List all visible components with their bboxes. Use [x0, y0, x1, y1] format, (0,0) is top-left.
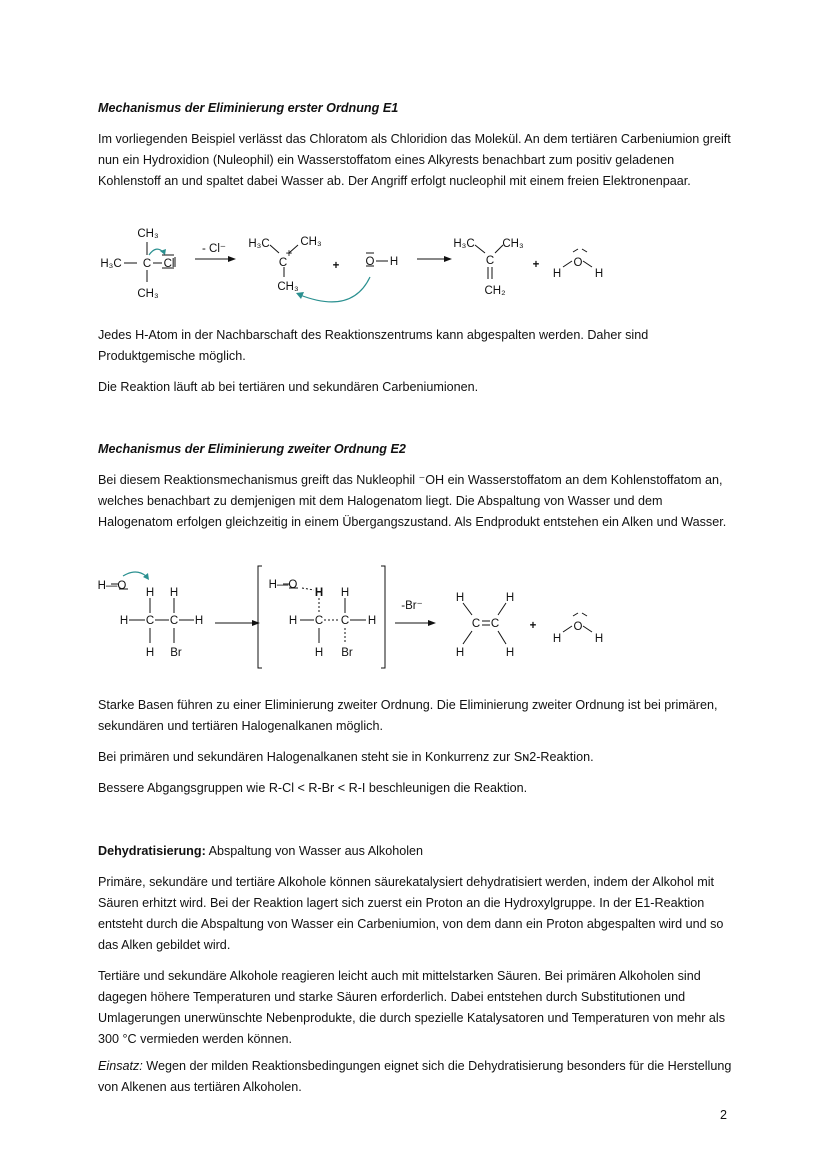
e2-label: H—O — [268, 579, 298, 591]
e2-reaction-scheme — [90, 560, 740, 677]
e2-label: H — [314, 647, 324, 659]
e2-label: + — [529, 620, 537, 632]
e2-para-1: Starke Basen führen zu einer Eliminierung zweiter Ordnung. Die Eliminierung zweiter Ordnung ist bei primären, sekundären und tertiären Halogenalkanen möglich. — [98, 698, 718, 733]
e1-label: O — [573, 257, 583, 269]
e1-label: CH₂ — [484, 285, 506, 297]
e1-label: + — [532, 259, 540, 271]
reaction-arrows — [195, 256, 452, 262]
e1-label: + — [285, 248, 293, 260]
e2-label: H — [145, 587, 155, 599]
e2-label: H — [455, 592, 465, 604]
e2-label: H—O — [97, 580, 127, 592]
e2-label: H — [505, 592, 515, 604]
e2-label: Br — [170, 647, 182, 659]
e1-label: O — [365, 256, 375, 268]
e1-label: H₃C — [453, 238, 475, 250]
e1-label: Cl — [163, 258, 175, 270]
page-number: 2 — [720, 1108, 728, 1122]
dehydration-para-1: Primäre, sekundäre und tertiäre Alkohole können säurekatalysiert dehydratisiert werden, indem der Alkohol mit Säuren erhitzt wird. Bei der Reaktion lagert sich zuerst ein Proton an die Hydroxylgruppe. In der E1-Reaktion entsteht durch die Abspaltung von Wasser ein Carbeniumion, von dem dann ein Proton abgespalten wird und so das Alken gebildet wird. — [98, 875, 724, 952]
e1-label: - Cl⁻ — [202, 243, 226, 255]
e2-label: Br — [341, 647, 353, 659]
dehydration-subtitle: Abspaltung von Wasser aus Alkoholen — [205, 844, 424, 858]
e1-label: H₃C — [248, 238, 270, 250]
dehydration-para-2: Tertiäre und sekundäre Alkohole reagieren leicht auch mit mittelstarken Säuren. Bei primären Alkoholen sind dagegen höhere Temperaturen und starke Säuren erforderlich. Dabei entstehen durch Substitutionen und Umlagerungen unerwünschte Nebenprodukte, die durch spezielle Katalysatoren und Temperaturen von mehr als 300 °C vermieden werden können. — [98, 969, 726, 1046]
e2-label: H — [340, 587, 350, 599]
e1-label: C — [278, 257, 288, 269]
e1-intro: Im vorliegenden Beispiel verlässt das Chloratom als Chloridion das Molekül. An dem tertiären Carbeniumion greift nun ein Hydroxidion (Nuleophil) ein Wasserstoffatom eines Alkyrests benachbart zum positiv geladenen Kohlenstoff an und spaltet dabei Wasser ab. Der Angriff erfolgt nucleophil mit einem freien Elektronenpaar. — [98, 132, 731, 188]
curved-arrows — [149, 249, 370, 302]
e2-label: H — [145, 647, 155, 659]
e1-label: C — [142, 258, 152, 270]
e2-label: C — [169, 615, 179, 627]
e2-label: C — [490, 618, 500, 630]
e1-label: CH₃ — [300, 236, 322, 248]
e2-label: H — [119, 615, 129, 627]
e2-label: C — [314, 615, 324, 627]
e2-label: H — [455, 647, 465, 659]
e2-label: C — [145, 615, 155, 627]
e2-label: H — [505, 647, 515, 659]
e1-label: + — [332, 260, 340, 272]
e1-title: Mechanismus der Eliminierung erster Ordnung E1 — [98, 101, 399, 115]
e1-label: CH₃ — [137, 228, 159, 240]
e2-intro: Bei diesem Reaktionsmechanismus greift das Nukleophil ⁻OH ein Wasserstoffatom an dem Kohlenstoffatom an, welches benachbart zu demjenigen mit dem Halogenatom liegt. Die Abspaltung von Wasser und dem Halogenatom erfolgen gleichzeitig in einem Übergangszustand. Als Endprodukt entstehen ein Alken und Wasser. — [98, 473, 727, 529]
e1-para-1: Jedes H-Atom in der Nachbarschaft des Reaktionszentrums kann abgespalten werden. Daher sind Produktgemische möglich. — [98, 328, 649, 363]
e1-para-2: Die Reaktion läuft ab bei tertiären und sekundären Carbeniumionen. — [98, 380, 479, 394]
e2-para-3: Bessere Abgangsgruppen wie R-Cl < R-Br < R-I beschleunigen die Reaktion. — [98, 781, 528, 795]
e2-label: H — [314, 587, 324, 599]
e2-para-2: Bei primären und sekundären Halogenalkanen steht sie in Konkurrenz zur Sɴ2-Reaktion. — [98, 750, 594, 764]
e2-label: H — [367, 615, 377, 627]
einsatz-label: Einsatz: — [98, 1059, 143, 1073]
e2-label: H — [552, 633, 562, 645]
dehydration-title: Dehydratisierung: — [98, 844, 206, 858]
curved-arrow — [123, 572, 149, 580]
e1-label: H — [594, 268, 604, 280]
dehydration-heading — [98, 841, 738, 862]
e1-label: H₃C — [100, 258, 122, 270]
einsatz-para — [98, 1056, 738, 1098]
e2-label: H — [288, 615, 298, 627]
e1-reaction-scheme — [90, 215, 740, 320]
e2-label: H — [169, 587, 179, 599]
e1-label: CH₃ — [137, 288, 159, 300]
e1-label: C — [485, 255, 495, 267]
e1-label: CH₃ — [277, 281, 299, 293]
e2-title: Mechanismus der Eliminierung zweiter Ordnung E2 — [98, 442, 406, 456]
e2-label: H — [194, 615, 204, 627]
einsatz-text: Wegen der milden Reaktionsbedingungen eignet sich die Dehydratisierung besonders für die Herstellung von Alkenen aus tertiären Alkoholen. — [98, 1059, 732, 1094]
e1-label: H — [552, 268, 562, 280]
e2-label: C — [471, 618, 481, 630]
e2-label: C — [340, 615, 350, 627]
e2-label: H — [594, 633, 604, 645]
e2-label: -Br⁻ — [401, 600, 423, 612]
reaction-arrows — [215, 620, 436, 626]
e1-label: H — [389, 256, 399, 268]
e2-label: O — [573, 621, 583, 633]
e1-label: CH₃ — [502, 238, 524, 250]
